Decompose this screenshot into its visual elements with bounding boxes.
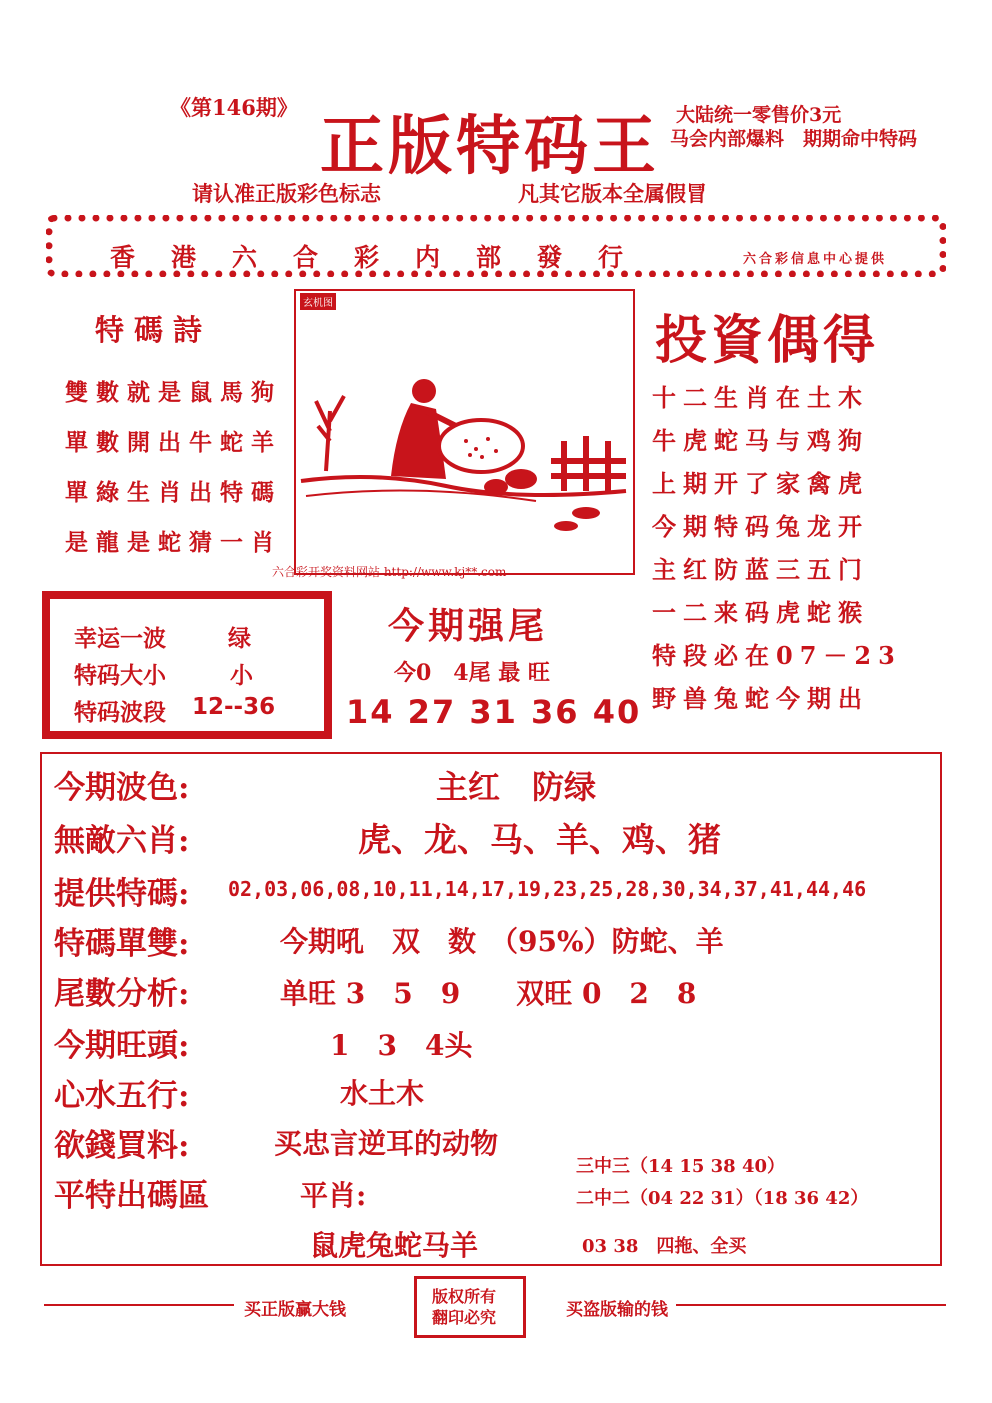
five-elements-label: 心水五行: <box>54 1078 190 1114</box>
info-label: 幸运一波 <box>74 625 166 652</box>
copyright-line: 版权所有 <box>432 1287 497 1306</box>
six-zodiac-value: 虎、龙、马、羊、鸡、猪 <box>358 820 721 859</box>
farmer-illustration <box>296 291 633 573</box>
invest-title: 投資偶得 <box>655 310 880 371</box>
banner-title: 香港六合彩内部發行 <box>110 243 660 272</box>
info-value: 绿 <box>228 625 251 652</box>
poem-line: 是龍是蛇猜一肖 <box>65 529 282 556</box>
six-zodiac-label: 無敵六肖: <box>54 823 190 859</box>
illustration <box>294 289 635 575</box>
footer-left-slogan: 买正版赢大钱 <box>244 1300 346 1320</box>
special-code-value: 02,03,06,08,10,11,14,17,19,23,25,28,30,34,37,41,44,46 <box>228 877 867 901</box>
divider-right <box>676 1304 946 1306</box>
odd-even-label: 特碼單雙: <box>54 926 190 962</box>
head-value: 1 3 4头 <box>330 1029 473 1062</box>
poem-line: 單數開出牛蛇羊 <box>65 429 282 456</box>
buy-tip-label: 欲錢買料: <box>54 1128 190 1164</box>
invest-line: 今期特码兔龙开 <box>652 512 869 541</box>
tagline: 马会内部爆料 期期命中特码 <box>670 128 918 150</box>
wave-label: 今期波色: <box>54 770 190 806</box>
page-title: 正版特码王 <box>320 109 660 184</box>
strong-tail-numbers: 14 27 31 36 40 <box>346 693 642 731</box>
divider-left <box>44 1304 234 1306</box>
strong-tail-title: 今期强尾 <box>388 605 549 647</box>
poem-line: 雙數就是鼠馬狗 <box>65 379 282 406</box>
copyright-line: 翻印必究 <box>432 1308 497 1327</box>
combo-three: 三中三（14 15 38 40） <box>576 1156 785 1177</box>
illustration-caption: 六合彩开奖资料网站 http://www.kj**.com <box>272 565 507 579</box>
buy-tip-value: 买忠言逆耳的动物 <box>274 1127 499 1160</box>
counterfeit-notice: 凡其它版本全属假冒 <box>518 181 707 206</box>
invest-line: 牛虎蛇马与鸡狗 <box>652 426 869 455</box>
flat-code-label: 平特出碼區 <box>54 1178 209 1214</box>
price-line: 大陆统一零售价3元 <box>676 104 842 126</box>
invest-line: 上期开了家禽虎 <box>652 469 869 498</box>
flat-zodiac-value: 鼠虎兔蛇马羊 <box>310 1229 479 1262</box>
info-value: 12--36 <box>192 694 276 720</box>
illustration-stamp: 玄机图 <box>300 293 336 310</box>
invest-line: 野兽兔蛇今期出 <box>652 684 869 713</box>
info-label: 特码波段 <box>74 699 166 726</box>
issue-number: 《第146期》 <box>170 95 298 120</box>
special-code-label: 提供特碼: <box>54 876 190 912</box>
invest-line: 一二来码虎蛇猴 <box>652 598 869 627</box>
info-label: 特码大小 <box>74 662 166 689</box>
poem-line: 單綠生肖出特碼 <box>65 479 282 506</box>
odd-even-value: 今期吼 双 数 （95%）防蛇、羊 <box>280 925 724 958</box>
tail-analysis-label: 尾數分析: <box>54 976 190 1012</box>
combo-drag: 03 38 四拖、全买 <box>582 1236 747 1257</box>
poem-title: 特碼詩 <box>95 313 213 347</box>
banner-subtitle: 六合彩信息中心提供 <box>743 252 888 267</box>
flat-zodiac-label: 平肖: <box>300 1179 367 1212</box>
footer-right-slogan: 买盗版输的钱 <box>566 1300 668 1320</box>
combo-two: 二中二（04 22 31）（18 36 42） <box>576 1188 869 1209</box>
strong-tail-subtitle: 今0 4尾 最 旺 <box>394 660 550 686</box>
head-label: 今期旺頭: <box>54 1028 190 1064</box>
invest-line: 十二生肖在土木 <box>652 383 869 412</box>
info-value: 小 <box>230 662 253 689</box>
authentic-notice: 请认准正版彩色标志 <box>192 181 381 206</box>
invest-line: 特段必在07－23 <box>652 641 902 670</box>
invest-line: 主红防蓝三五门 <box>652 555 869 584</box>
five-elements-value: 水土木 <box>340 1077 425 1110</box>
wave-value: 主红 防绿 <box>436 768 597 806</box>
tail-analysis-value: 单旺 3 5 9 双旺 0 2 8 <box>280 977 697 1010</box>
